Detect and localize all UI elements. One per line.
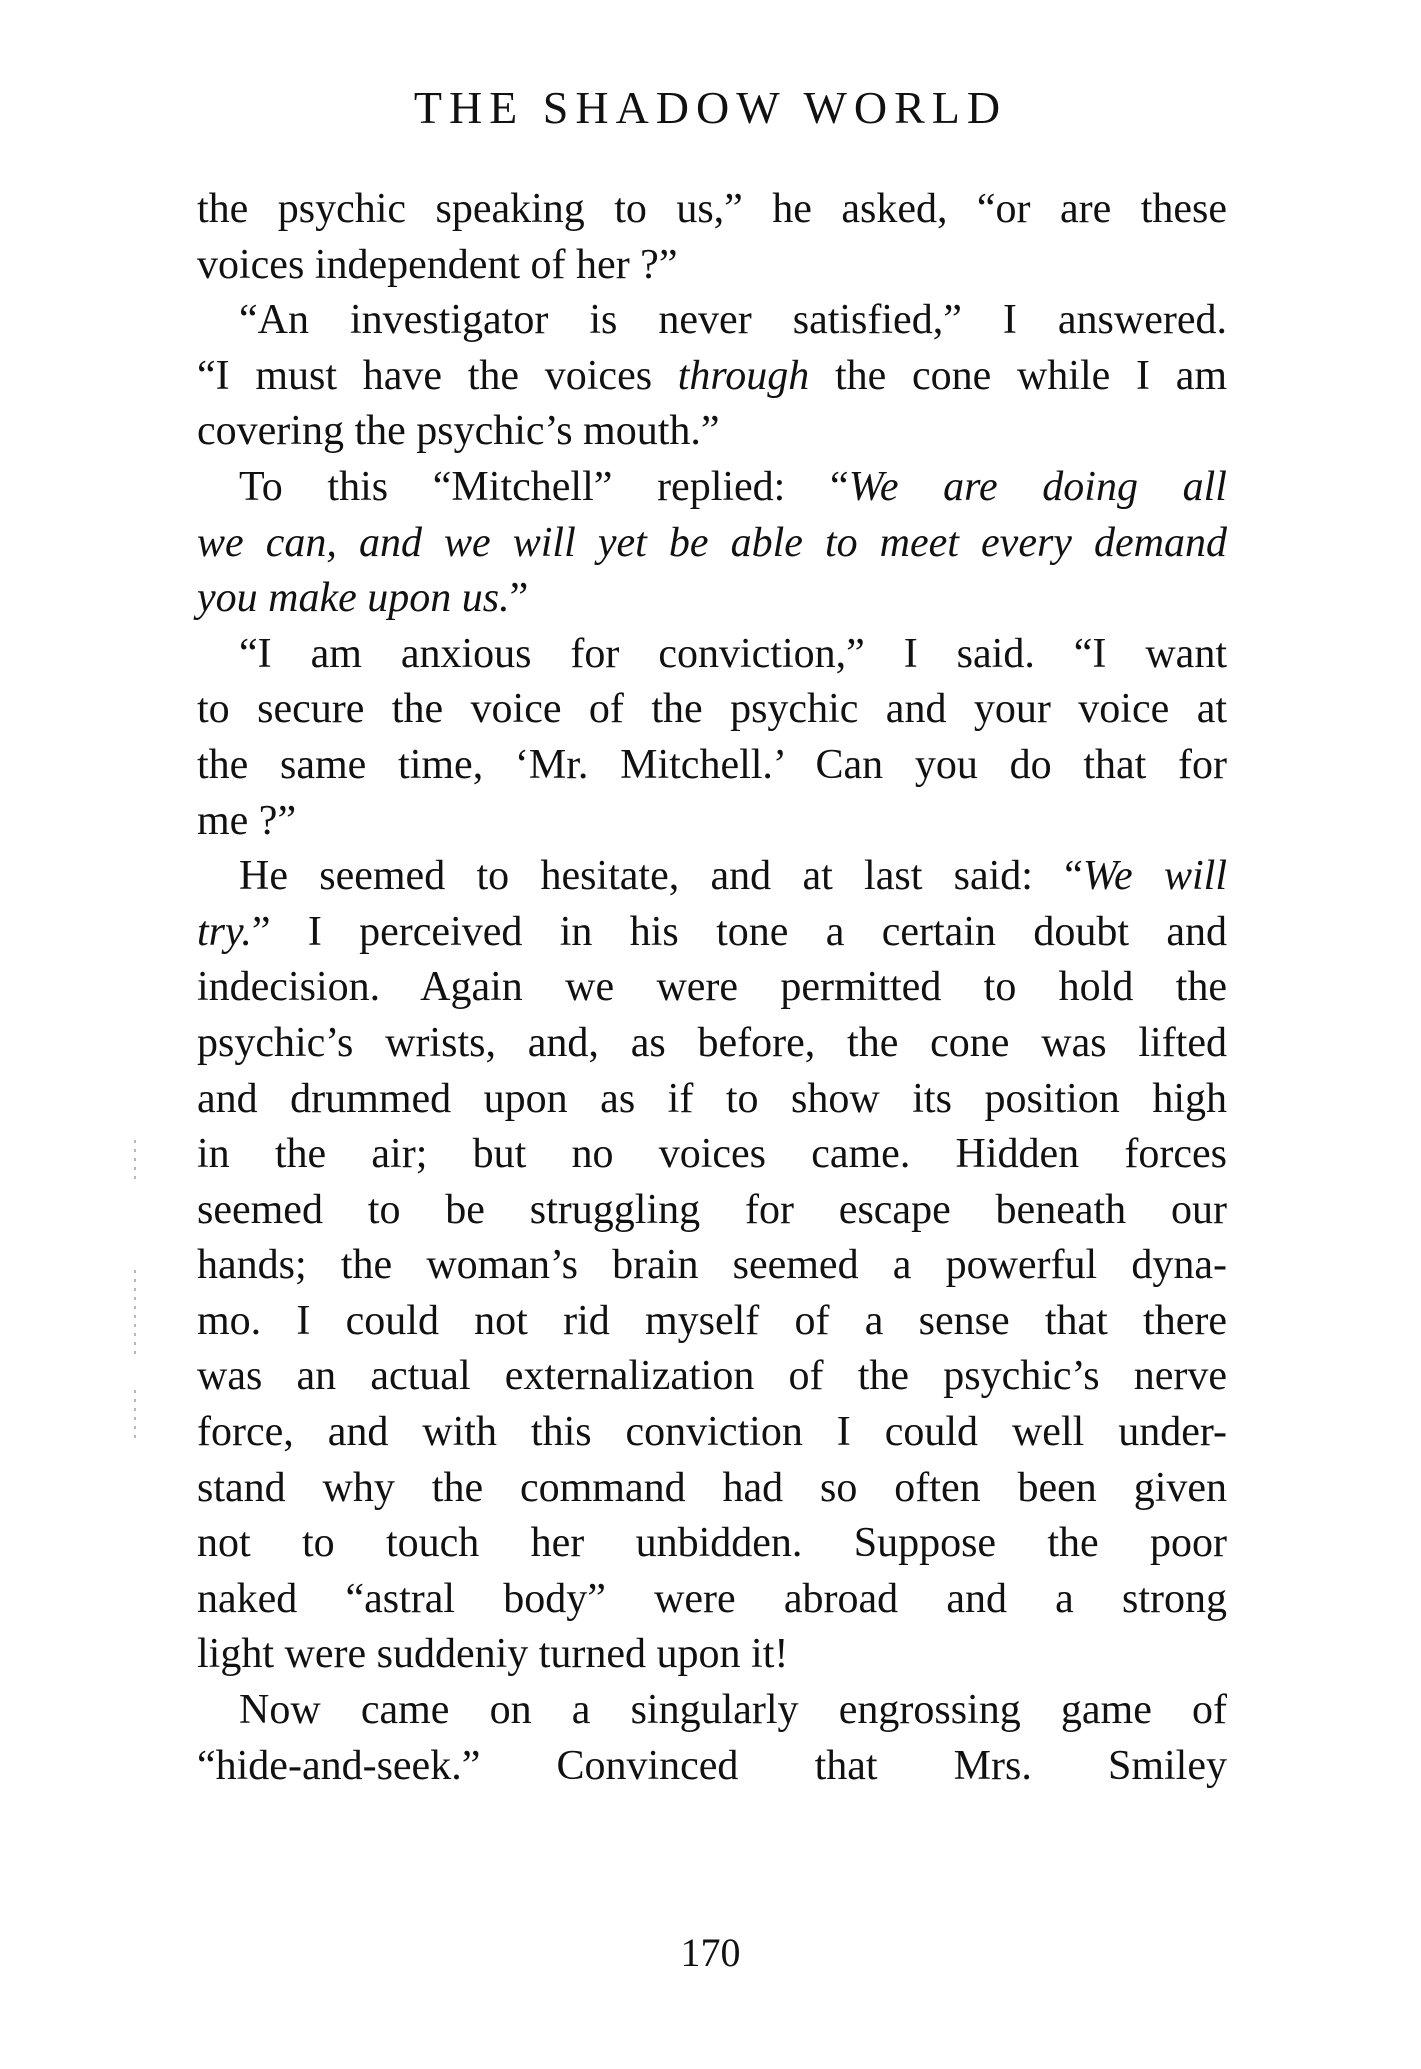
text-run: “hide-and-seek.” Convinced that Mrs. Smiley bbox=[197, 1742, 1227, 1789]
body-text bbox=[197, 182, 1227, 1794]
text-line bbox=[197, 794, 1227, 850]
running-head: THE SHADOW WORLD bbox=[413, 82, 1008, 133]
text-run: voices independent of her ?” bbox=[197, 241, 678, 288]
text-run: stand why the command had so often been given bbox=[197, 1464, 1227, 1511]
italic-text: We are doing all bbox=[848, 463, 1227, 510]
text-run: naked “astral body” were abroad and a strong bbox=[197, 1575, 1227, 1622]
text-line bbox=[197, 849, 1227, 905]
italic-text: through bbox=[677, 352, 810, 399]
text-run: light were suddeniy turned upon it! bbox=[197, 1631, 789, 1678]
text-line bbox=[197, 404, 1227, 460]
text-run: not to touch her unbidden. Suppose the poor bbox=[197, 1520, 1227, 1567]
text-run: Now came on a singularly engrossing game of bbox=[239, 1687, 1227, 1734]
text-run: covering the psychic’s mouth.” bbox=[197, 408, 720, 455]
italic-text: you make upon us. bbox=[197, 575, 510, 622]
margin-mark bbox=[134, 1270, 136, 1360]
text-line bbox=[197, 738, 1227, 794]
text-run: “An investigator is never satisfied,” I answered. bbox=[239, 297, 1227, 344]
text-run: the psychic speaking to us,” he asked, “or are these bbox=[197, 186, 1227, 232]
margin-mark bbox=[134, 1390, 136, 1440]
text-line bbox=[197, 293, 1227, 349]
text-run: the cone while I am bbox=[809, 352, 1227, 399]
text-run: was an actual externalization of the psychic’s nerve bbox=[197, 1353, 1227, 1400]
text-run: seemed to be struggling for escape beneath our bbox=[197, 1186, 1227, 1233]
text-run: psychic’s wrists, and, as before, the cone was lifted bbox=[197, 1019, 1227, 1066]
text-line bbox=[197, 1683, 1227, 1739]
text-run: ” bbox=[509, 575, 529, 622]
text-line bbox=[197, 1572, 1227, 1628]
italic-text: we can, and we will yet be able to meet every demand bbox=[197, 519, 1227, 566]
text-line bbox=[197, 1127, 1227, 1183]
text-line bbox=[197, 1016, 1227, 1072]
text-run: the same time, ‘Mr. Mitchell.’ Can you do that for bbox=[197, 741, 1227, 788]
italic-text: try. bbox=[197, 908, 252, 955]
text-line bbox=[197, 1627, 1227, 1683]
text-line bbox=[197, 182, 1227, 238]
text-line bbox=[197, 1349, 1227, 1405]
text-run: “I must have the voices bbox=[197, 352, 678, 399]
text-run: indecision. Again we were permitted to hold the bbox=[197, 964, 1227, 1011]
text-line bbox=[197, 960, 1227, 1016]
text-line bbox=[197, 1461, 1227, 1517]
text-run: “I am anxious for conviction,” I said. “I want bbox=[239, 630, 1227, 677]
text-run: me ?” bbox=[197, 797, 297, 844]
text-line bbox=[197, 1183, 1227, 1239]
text-run: ” I perceived in his tone a certain doubt and bbox=[251, 908, 1227, 955]
text-line bbox=[197, 627, 1227, 683]
text-line bbox=[197, 1072, 1227, 1128]
text-run: to secure the voice of the psychic and your voice at bbox=[197, 686, 1227, 733]
text-line bbox=[197, 1238, 1227, 1294]
text-line bbox=[197, 1739, 1227, 1795]
text-run: in the air; but no voices came. Hidden forces bbox=[197, 1131, 1227, 1178]
margin-mark bbox=[134, 1140, 136, 1180]
text-line bbox=[197, 1294, 1227, 1350]
text-run: To this “Mitchell” replied: “ bbox=[239, 463, 849, 510]
text-line bbox=[197, 571, 1227, 627]
text-line bbox=[197, 682, 1227, 738]
page-number: 170 bbox=[680, 1930, 741, 1975]
text-line bbox=[197, 1405, 1227, 1461]
text-run: hands; the woman’s brain seemed a powerful dyna- bbox=[197, 1242, 1227, 1289]
text-line bbox=[197, 238, 1227, 294]
text-line bbox=[197, 460, 1227, 516]
text-run: mo. I could not rid myself of a sense that there bbox=[197, 1297, 1227, 1344]
text-line bbox=[197, 905, 1227, 961]
text-run: force, and with this conviction I could well under- bbox=[197, 1409, 1227, 1456]
text-run: He seemed to hesitate, and at last said: “ bbox=[239, 853, 1083, 900]
text-line bbox=[197, 516, 1227, 572]
text-line bbox=[197, 1516, 1227, 1572]
italic-text: We will bbox=[1082, 853, 1227, 900]
text-line bbox=[197, 349, 1227, 405]
text-run: and drummed upon as if to show its position high bbox=[197, 1075, 1227, 1122]
